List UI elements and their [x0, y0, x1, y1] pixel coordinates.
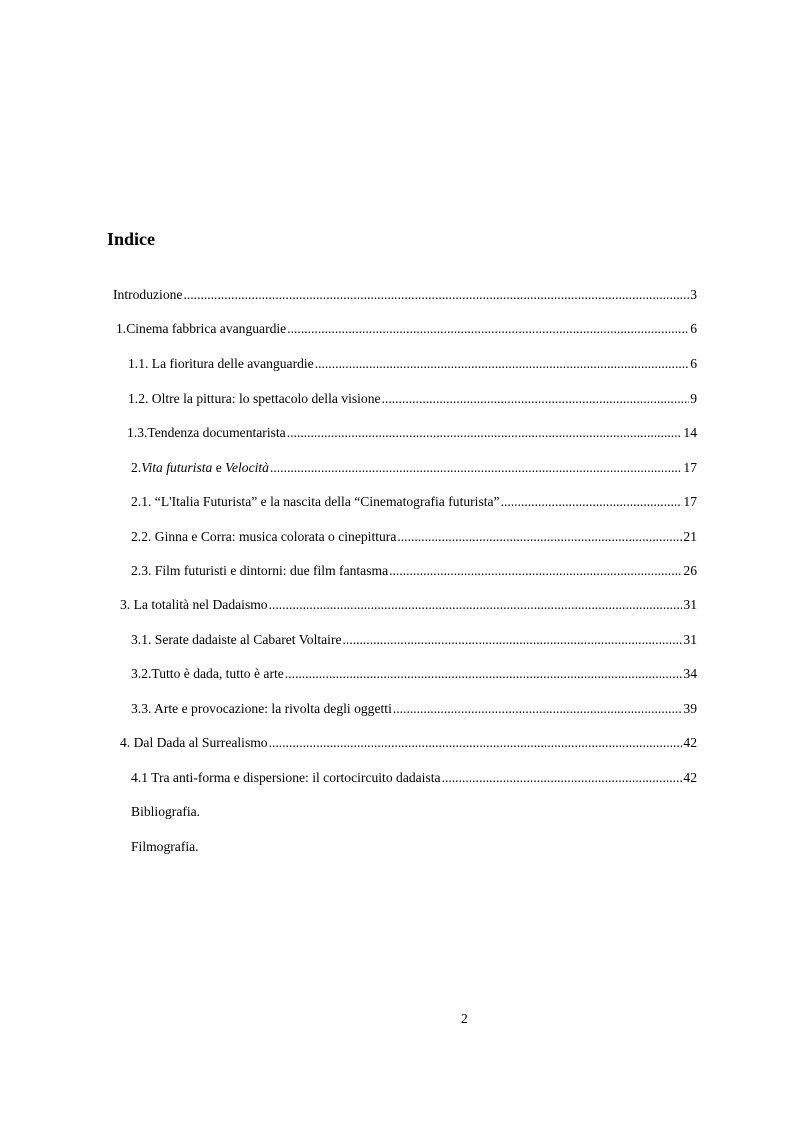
toc-entry-introduzione[interactable] [113, 286, 697, 304]
toc-entry-3-3[interactable] [131, 700, 697, 718]
toc-entry-chapter-2[interactable] [131, 459, 697, 477]
toc-entry-page: 6 [690, 356, 697, 371]
toc-entry-label [131, 459, 269, 477]
toc-entry-2-1[interactable] [131, 493, 697, 511]
toc-entry-page: 14 [683, 425, 697, 440]
toc-entry-page: 17 [683, 494, 697, 509]
dot-leader [389, 562, 682, 580]
dot-leader [269, 596, 683, 614]
toc-entry-label: 1.1. La fioritura delle avanguardie [128, 356, 314, 371]
toc-entry-page: 21 [683, 529, 697, 544]
toc-entry-2-3[interactable] [131, 562, 697, 580]
dot-leader [501, 493, 683, 511]
toc-entry-label: 1.2. Oltre la pittura: lo spettacolo della visione [128, 391, 381, 406]
conjunction: e [212, 460, 226, 475]
page-number: 2 [461, 1011, 468, 1026]
dot-leader [442, 769, 683, 787]
toc-entry-page: 6 [690, 321, 697, 336]
toc-entry-page: 42 [683, 735, 697, 750]
toc-entry-label: 3.3. Arte e provocazione: la rivolta degli oggetti [131, 701, 392, 716]
toc-entry-label: 1.3.Tendenza documentarista [127, 425, 286, 440]
toc-entry-label: 3.2.Tutto è dada, tutto è arte [131, 666, 284, 681]
toc-entry-1-1[interactable] [128, 355, 697, 373]
toc-entry-chapter-4[interactable] [120, 734, 697, 752]
toc-entry-label: 2.1. “L'Italia Futurista” e la nascita della “Cinematografia futurista” [131, 494, 500, 509]
dot-leader [269, 734, 683, 752]
toc-entry-label: Introduzione [113, 287, 183, 302]
dot-leader [343, 631, 683, 649]
toc-entry-label: 2.2. Ginna e Corra: musica colorata o cinepittura [131, 529, 397, 544]
toc-entry-label: 3.1. Serate dadaiste al Cabaret Voltaire [131, 632, 342, 647]
toc-entry-filmografia[interactable]: Filmografia. [131, 839, 199, 854]
toc-entry-label: 1.Cinema fabbrica avanguardie [116, 321, 287, 336]
toc-entry-number: 2. [131, 460, 142, 475]
toc-entry-bibliografia[interactable]: Bibliografia. [131, 804, 201, 819]
dot-leader [270, 459, 682, 477]
toc-entry-4-1[interactable] [131, 769, 697, 787]
toc-entry-3-2[interactable] [131, 665, 697, 683]
toc-entry-page: 39 [683, 701, 697, 716]
dot-leader [397, 528, 682, 546]
toc-entry-page: 17 [683, 460, 697, 475]
italic-title-vita-futurista: Vita futurista [141, 460, 213, 475]
toc-entry-chapter-1[interactable] [116, 320, 697, 338]
dot-leader [315, 355, 690, 373]
dot-leader [183, 286, 689, 304]
toc-entry-label: 2.3. Film futuristi e dintorni: due film fantasma [131, 563, 389, 578]
toc-entry-3-1[interactable] [131, 631, 697, 649]
toc-entry-page: 26 [683, 563, 697, 578]
toc-entry-page: 31 [683, 597, 697, 612]
italic-title-velocita: Velocità [225, 460, 269, 475]
toc-entry-page: 9 [690, 391, 697, 406]
toc-entry-label: 4.1 Tra anti-forma e dispersione: il cortocircuito dadaista [131, 770, 441, 785]
toc-entry-page: 42 [683, 770, 697, 785]
toc-entry-1-3[interactable] [127, 424, 697, 442]
dot-leader [393, 700, 683, 718]
dot-leader [382, 390, 690, 408]
dot-leader [287, 424, 683, 442]
page-title: Indice [107, 229, 156, 249]
toc-entry-page: 34 [683, 666, 697, 681]
toc-entry-page: 3 [690, 287, 697, 302]
toc-entry-2-2[interactable] [131, 528, 697, 546]
dot-leader [285, 665, 683, 683]
toc-entry-1-2[interactable] [128, 390, 697, 408]
toc-entry-page: 31 [683, 632, 697, 647]
toc-entry-label: 4. Dal Dada al Surrealismo [120, 735, 268, 750]
toc-entry-chapter-3[interactable] [120, 596, 697, 614]
dot-leader [287, 320, 689, 338]
toc-entry-label: 3. La totalità nel Dadaismo [120, 597, 268, 612]
